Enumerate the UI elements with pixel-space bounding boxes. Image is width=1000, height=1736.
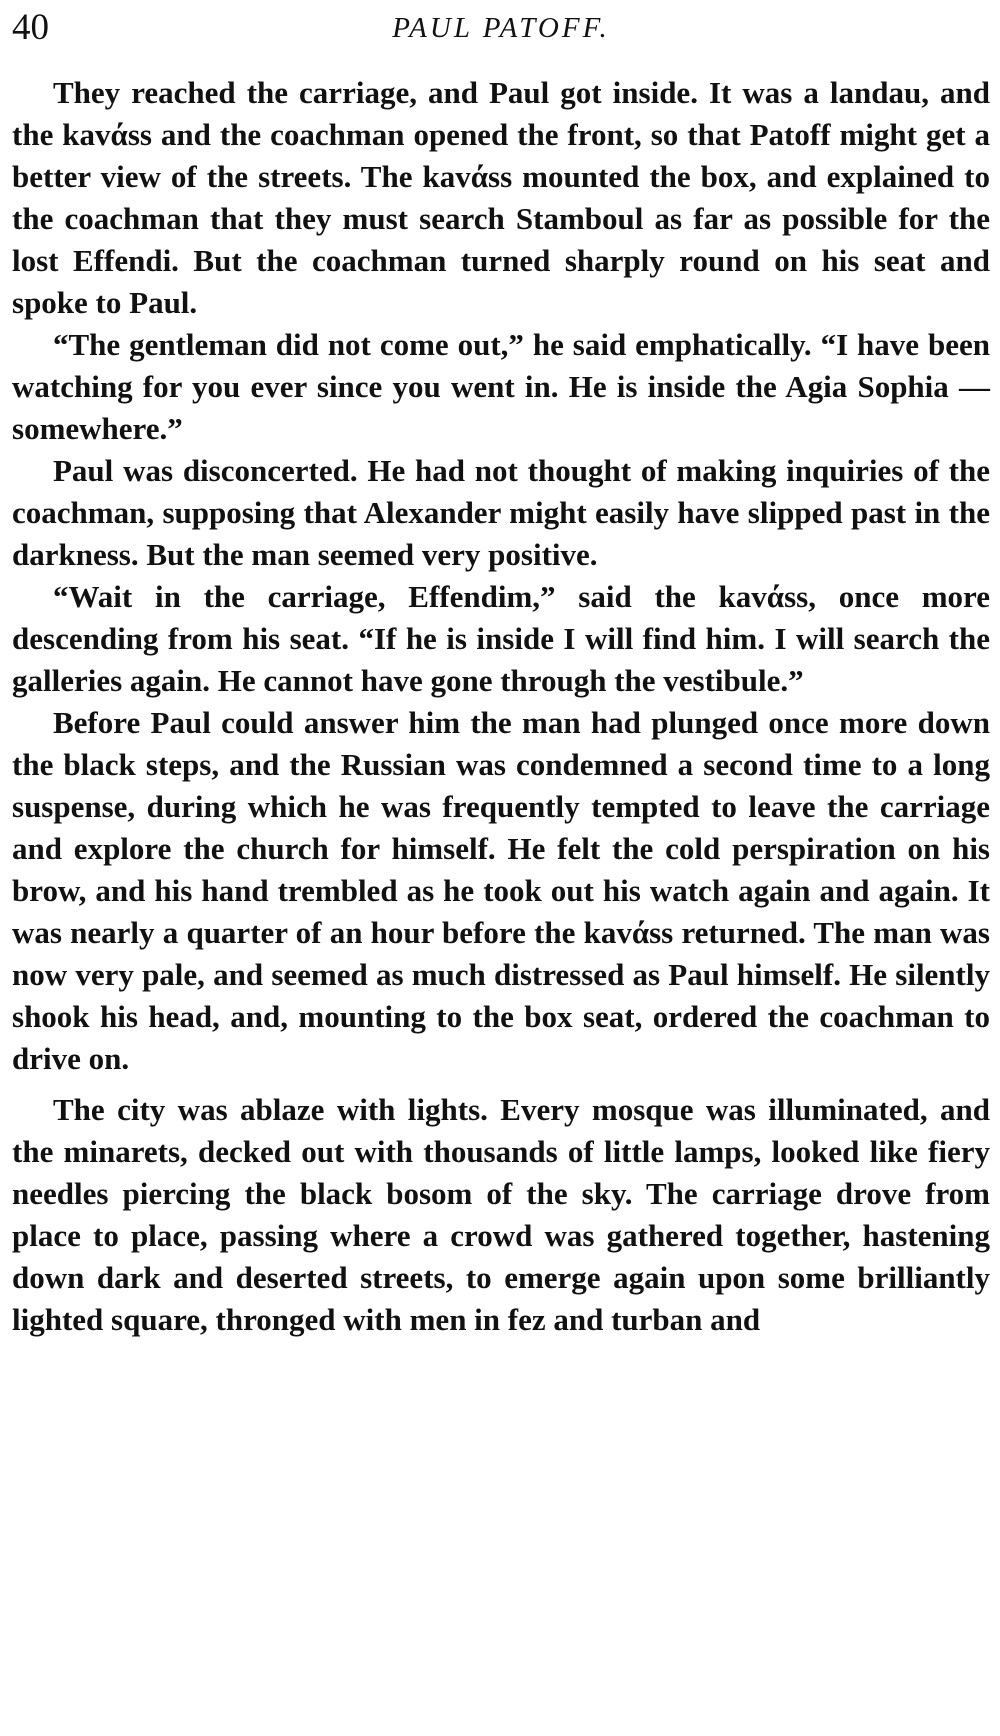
paragraph-1: They reached the carriage, and Paul got inside. It was a landau, and the kavάss and the coachman opened the front, so that Patoff might get a better view of the streets. The kavάss mounted the box, and explained to the coachman that they must search Stamboul as far as possible for the lost Effendi. But the coachman turned sharply round on his seat and spoke to Paul. — [12, 75, 990, 320]
paragraph-6: The city was ablaze with lights. Every mosque was illuminated, and the minarets, decked out with thousands of little lamps, looked like fiery needles piercing the black bosom of the sky. The carriage drove from place to place, passing where a crowd was gathered together, hastening down dark and deserted streets, to emerge again upon some brilliantly lighted square, thronged with men in fez and turban and — [12, 1092, 990, 1337]
running-head — [12, 0, 990, 72]
paragraph-3: Paul was disconcerted. He had not thought of making inquiries of the coachman, supposing that Alexander might easily have slipped past in the darkness. But the man seemed very positive. — [12, 453, 990, 572]
paragraph-4: “Wait in the carriage, Effendim,” said the kavάss, once more descending from his seat. “If he is inside I will find him. I will search the galleries again. He cannot have gone through the vestibule.” — [12, 579, 990, 698]
body-text — [12, 72, 990, 1341]
running-title: PAUL PATOFF. — [392, 12, 610, 44]
book-page — [12, 0, 990, 1736]
page-number: 40 — [12, 7, 49, 48]
paragraph-5: Before Paul could answer him the man had plunged once more down the black steps, and the Russian was condemned a second time to a long suspense, during which he was frequently tempted to leave the carriage and explore the church for himself. He felt the cold perspiration on his brow, and his hand trembled as he took out his watch again and again. It was nearly a quarter of an hour before the kavάss returned. The man was now very pale, and seemed as much distressed as Paul himself. He silently shook his head, and, mounting to the box seat, ordered the coachman to drive on. — [12, 705, 990, 1076]
paragraph-2: “The gentleman did not come out,” he said emphatically. “I have been watching for you ever since you went in. He is inside the Agia Sophia — somewhere.” — [12, 327, 990, 446]
